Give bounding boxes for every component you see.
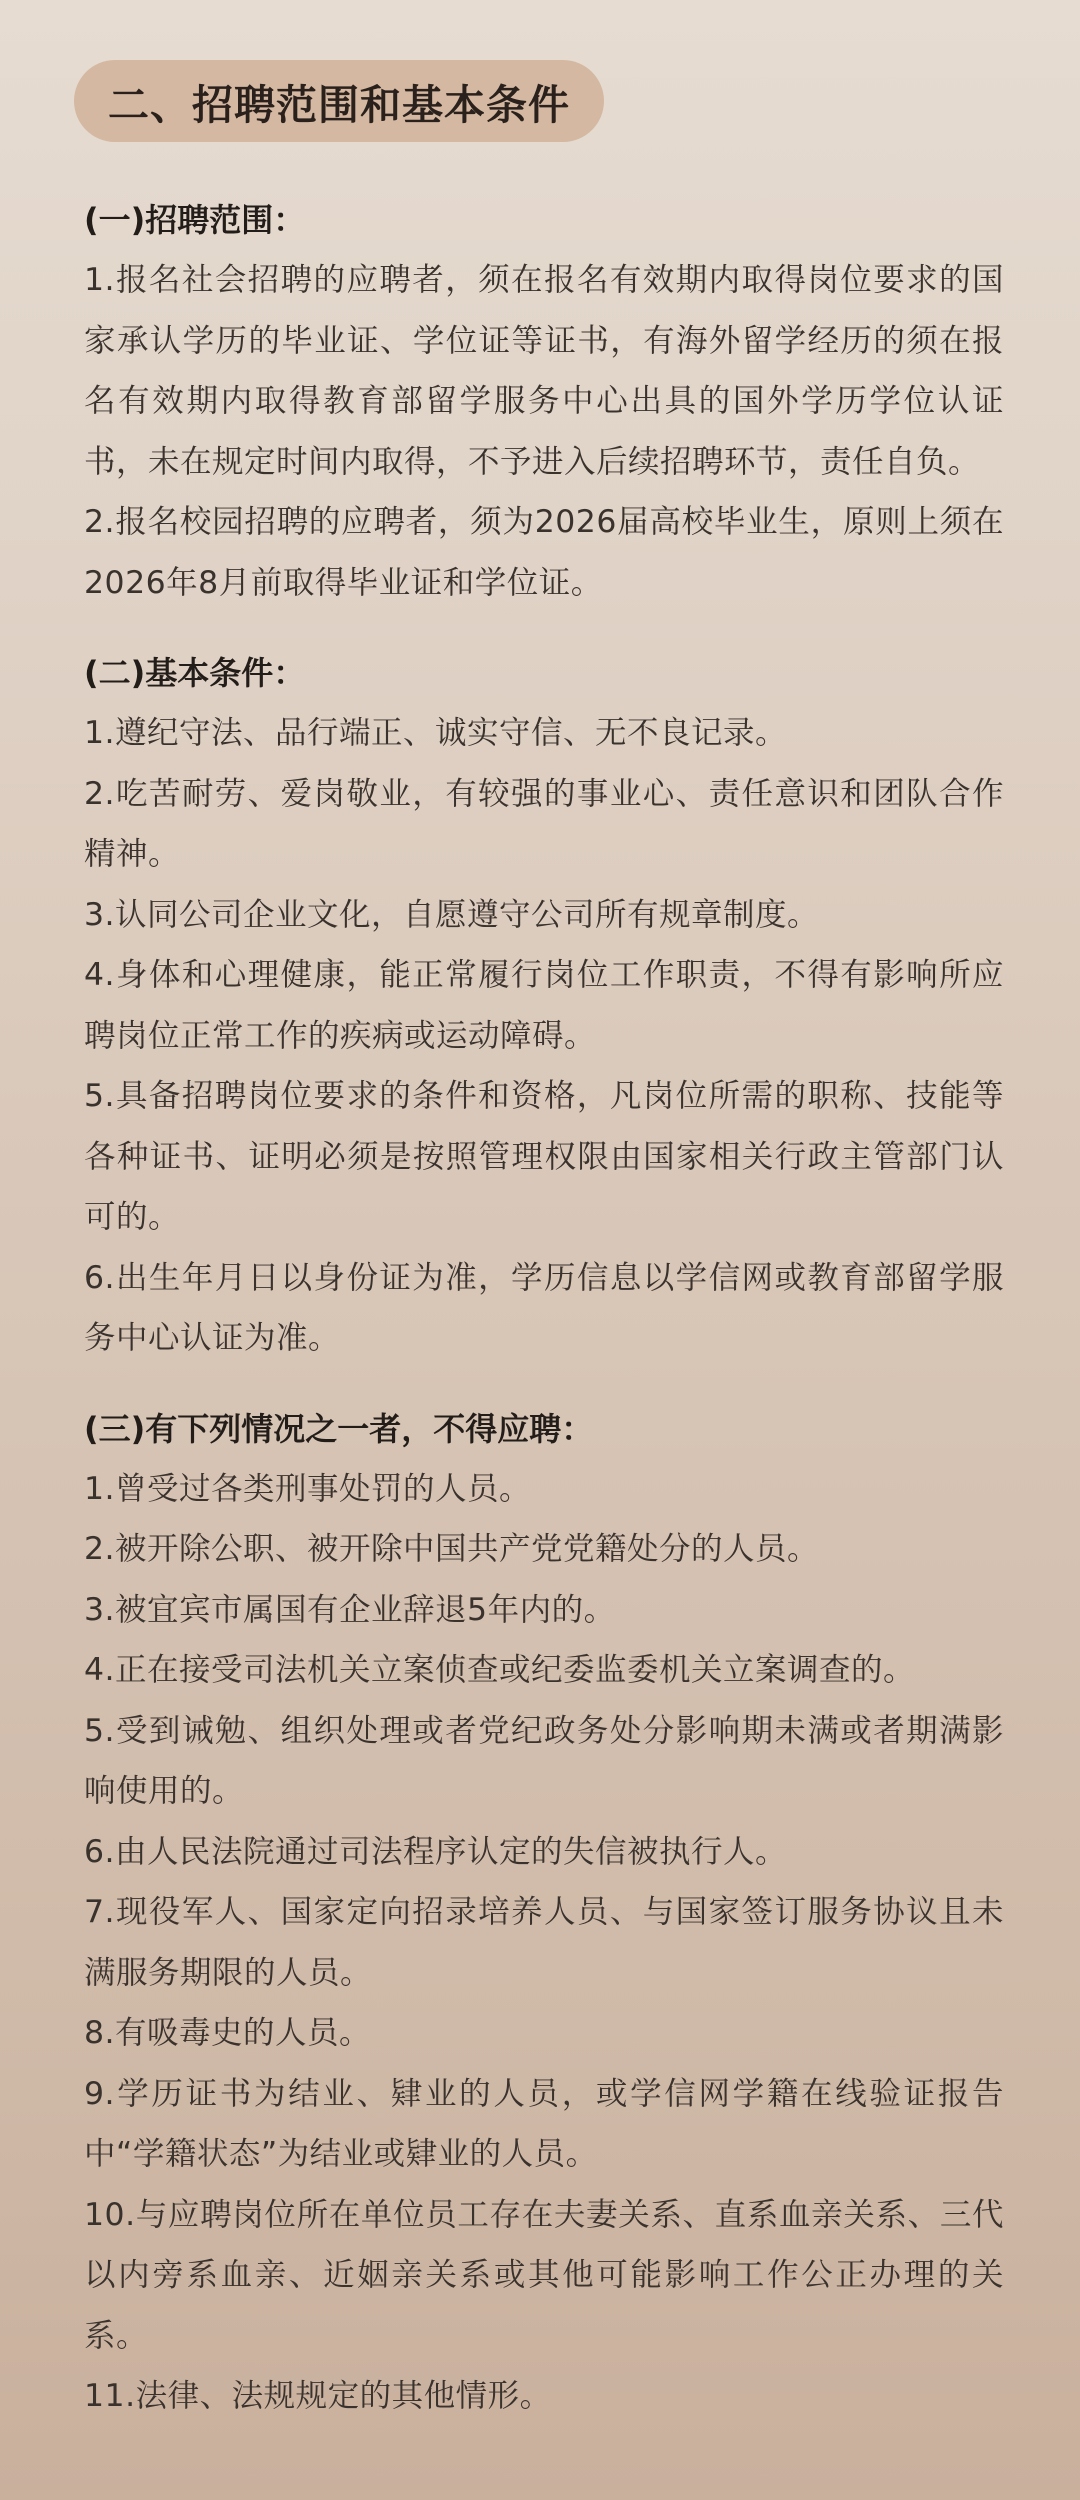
section-recruitment-scope: [84, 190, 1004, 613]
list-item: 1.报名社会招聘的应聘者，须在报名有效期内取得岗位要求的国家承认学历的毕业证、学位证等证书，有海外留学经历的须在报名有效期内取得教育部留学服务中心出具的国外学历学位认证书，未在规定时间内取得，不予进入后续招聘环节，责任自负。: [84, 262, 1004, 480]
list-item: 9.学历证书为结业、肄业的人员，或学信网学籍在线验证报告中“学籍状态”为结业或肄业的人员。: [84, 2075, 1004, 2172]
list-item: 2.吃苦耐劳、爱岗敬业，有较强的事业心、责任意识和团队合作精神。: [84, 775, 1004, 872]
list-item: 2.被开除公职、被开除中国共产党党籍处分的人员。: [84, 1531, 820, 1567]
list-item: 8.有吸毒史的人员。: [84, 2015, 372, 2051]
list-item: 5.具备招聘岗位要求的条件和资格，凡岗位所需的职称、技能等各种证书、证明必须是按照管理权限由国家相关行政主管部门认可的。: [84, 1078, 1004, 1235]
list-item: 6.出生年月日以身份证为准，学历信息以学信网或教育部留学服务中心认证为准。: [84, 1259, 1004, 1356]
list-item: 7.现役军人、国家定向招录培养人员、与国家签订服务协议且未满服务期限的人员。: [84, 1894, 1004, 1991]
list-item: 3.认同公司企业文化，自愿遵守公司所有规章制度。: [84, 896, 820, 933]
list-item: 6.由人民法院通过司法程序认定的失信被执行人。: [84, 1833, 788, 1870]
content-body: [84, 190, 1004, 2457]
section-title: (三)有下列情况之一者，不得应聘：: [84, 1409, 594, 1448]
list-item: 3.被宜宾市属国有企业辞退5年内的。: [84, 1591, 616, 1628]
section-heading: 二、招聘范围和基本条件: [108, 80, 570, 129]
section-title: (一)招聘范围：: [84, 201, 306, 239]
section-basic-conditions: [84, 643, 1004, 1369]
section-header-pill: [74, 60, 604, 142]
section-disqualifications: [84, 1399, 1004, 2427]
list-item: 4.正在接受司法机关立案侦查或纪委监委机关立案调查的。: [84, 1652, 916, 1688]
list-item: 5.受到诫勉、组织处理或者党纪政务处分影响期未满或者期满影响使用的。: [84, 1712, 1004, 1809]
list-item: 2.报名校园招聘的应聘者，须为2026届高校毕业生，原则上须在2026年8月前取得毕业证和学位证。: [84, 504, 1004, 601]
list-item: 1.曾受过各类刑事处罚的人员。: [84, 1470, 532, 1507]
section-title: (二)基本条件：: [84, 654, 306, 692]
list-item: 10.与应聘岗位所在单位员工存在夫妻关系、直系血亲关系、三代以内旁系血亲、近姻亲关系或其他可能影响工作公正办理的关系。: [84, 2196, 1004, 2354]
list-item: 4.身体和心理健康，能正常履行岗位工作职责，不得有影响所应聘岗位正常工作的疾病或运动障碍。: [84, 957, 1004, 1054]
list-item: 11.法律、法规规定的其他情形。: [84, 2378, 552, 2414]
list-item: 1.遵纪守法、品行端正、诚实守信、无不良记录。: [84, 715, 788, 751]
